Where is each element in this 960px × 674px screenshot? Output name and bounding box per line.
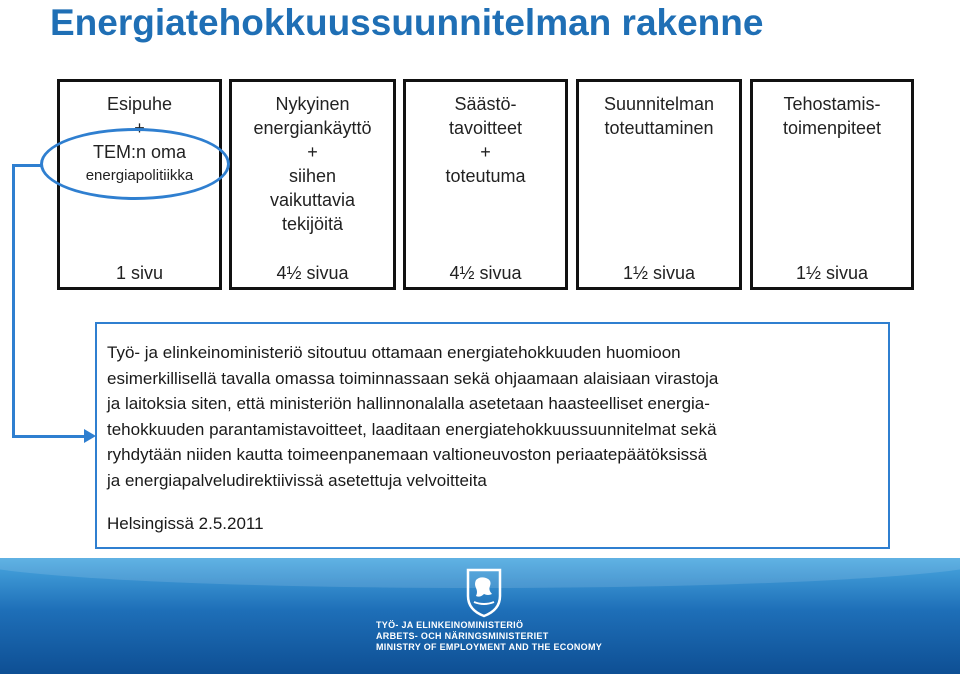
column-heading-line: toteuttaminen (604, 118, 714, 138)
column-heading-line: Esipuhe (106, 94, 173, 114)
ministry-name-line: MINISTRY OF EMPLOYMENT AND THE ECONOMY (376, 642, 603, 652)
column-heading-line: energiankäyttö (253, 118, 372, 138)
connector-vertical (12, 166, 15, 437)
column-heading-line: + (307, 142, 318, 162)
column-heading-line: Nykyinen (275, 94, 350, 114)
decision-text (107, 340, 880, 493)
ministry-name (376, 620, 603, 653)
column-heading-line: toteutuma (445, 166, 526, 186)
ministry-lion-crest-icon (462, 566, 506, 618)
column-page-count: 4½ sivua (276, 263, 349, 283)
column-heading-line: siihen (288, 166, 337, 186)
decision-text-line: ryhdytään niiden kautta toimeenpanemaan valtioneuvoston periaatepäätöksissä (107, 445, 708, 464)
column-heading-line: toimenpiteet (782, 118, 882, 138)
structure-column-2 (229, 79, 396, 290)
connector-top (12, 164, 42, 167)
column-heading (232, 92, 393, 236)
decision-text-line: Työ- ja elinkeinoministeriö sitoutuu ottamaan energiatehokkuuden huomioon (107, 343, 681, 362)
column-heading (406, 92, 565, 188)
decision-text-line: ja energiapalveludirektiivissä asetettuja velvoitteita (107, 470, 487, 490)
column-page-count: 1 sivu (115, 263, 164, 283)
highlight-ellipse (40, 128, 230, 200)
structure-column-4 (576, 79, 742, 290)
column-heading-line: energiapolitiikka (85, 167, 194, 184)
structure-column-5 (750, 79, 914, 290)
column-heading (753, 92, 911, 140)
decision-text-line: esimerkillisellä tavalla omassa toiminnassaan sekä ohjaamaan alaisiaan virastoja (107, 368, 719, 388)
column-heading-line: + (480, 142, 491, 162)
decision-place-date: Helsingissä 2.5.2011 (107, 514, 264, 533)
column-page-count: 4½ sivua (449, 263, 522, 283)
decision-text-line: tehokkuuden parantamistavoitteet, laaditaan energiatehokkuussuunnitelmat sekä (107, 419, 717, 439)
structure-column-3 (403, 79, 568, 290)
column-heading-line: Suunnitelman (603, 94, 715, 114)
column-heading-line: tavoitteet (448, 118, 523, 138)
column-heading-line: tekijöitä (281, 214, 344, 234)
column-heading-line: vaikuttavia (269, 190, 356, 210)
decision-box (95, 322, 890, 549)
column-heading-line: Säästö- (454, 94, 517, 114)
decision-text-line: ja laitoksia siten, että ministeriön hallinnonalalla asetetaan haasteelliset energia- (107, 394, 710, 413)
column-page-count: 1½ sivua (622, 263, 696, 283)
ministry-name-line: ARBETS- OCH NÄRINGSMINISTERIET (376, 631, 549, 641)
column-heading-line: TEM:n oma (92, 142, 187, 162)
connector-bottom (12, 435, 86, 438)
column-page-count: 1½ sivua (795, 263, 869, 283)
column-heading-line: Tehostamis- (783, 94, 881, 114)
ministry-name-line: TYÖ- JA ELINKEINOMINISTERIÖ (376, 620, 524, 630)
column-heading-line: + (134, 118, 145, 138)
page-title: Energiatehokkuussuunnitelman rakenne (50, 2, 764, 43)
column-heading (579, 92, 739, 140)
